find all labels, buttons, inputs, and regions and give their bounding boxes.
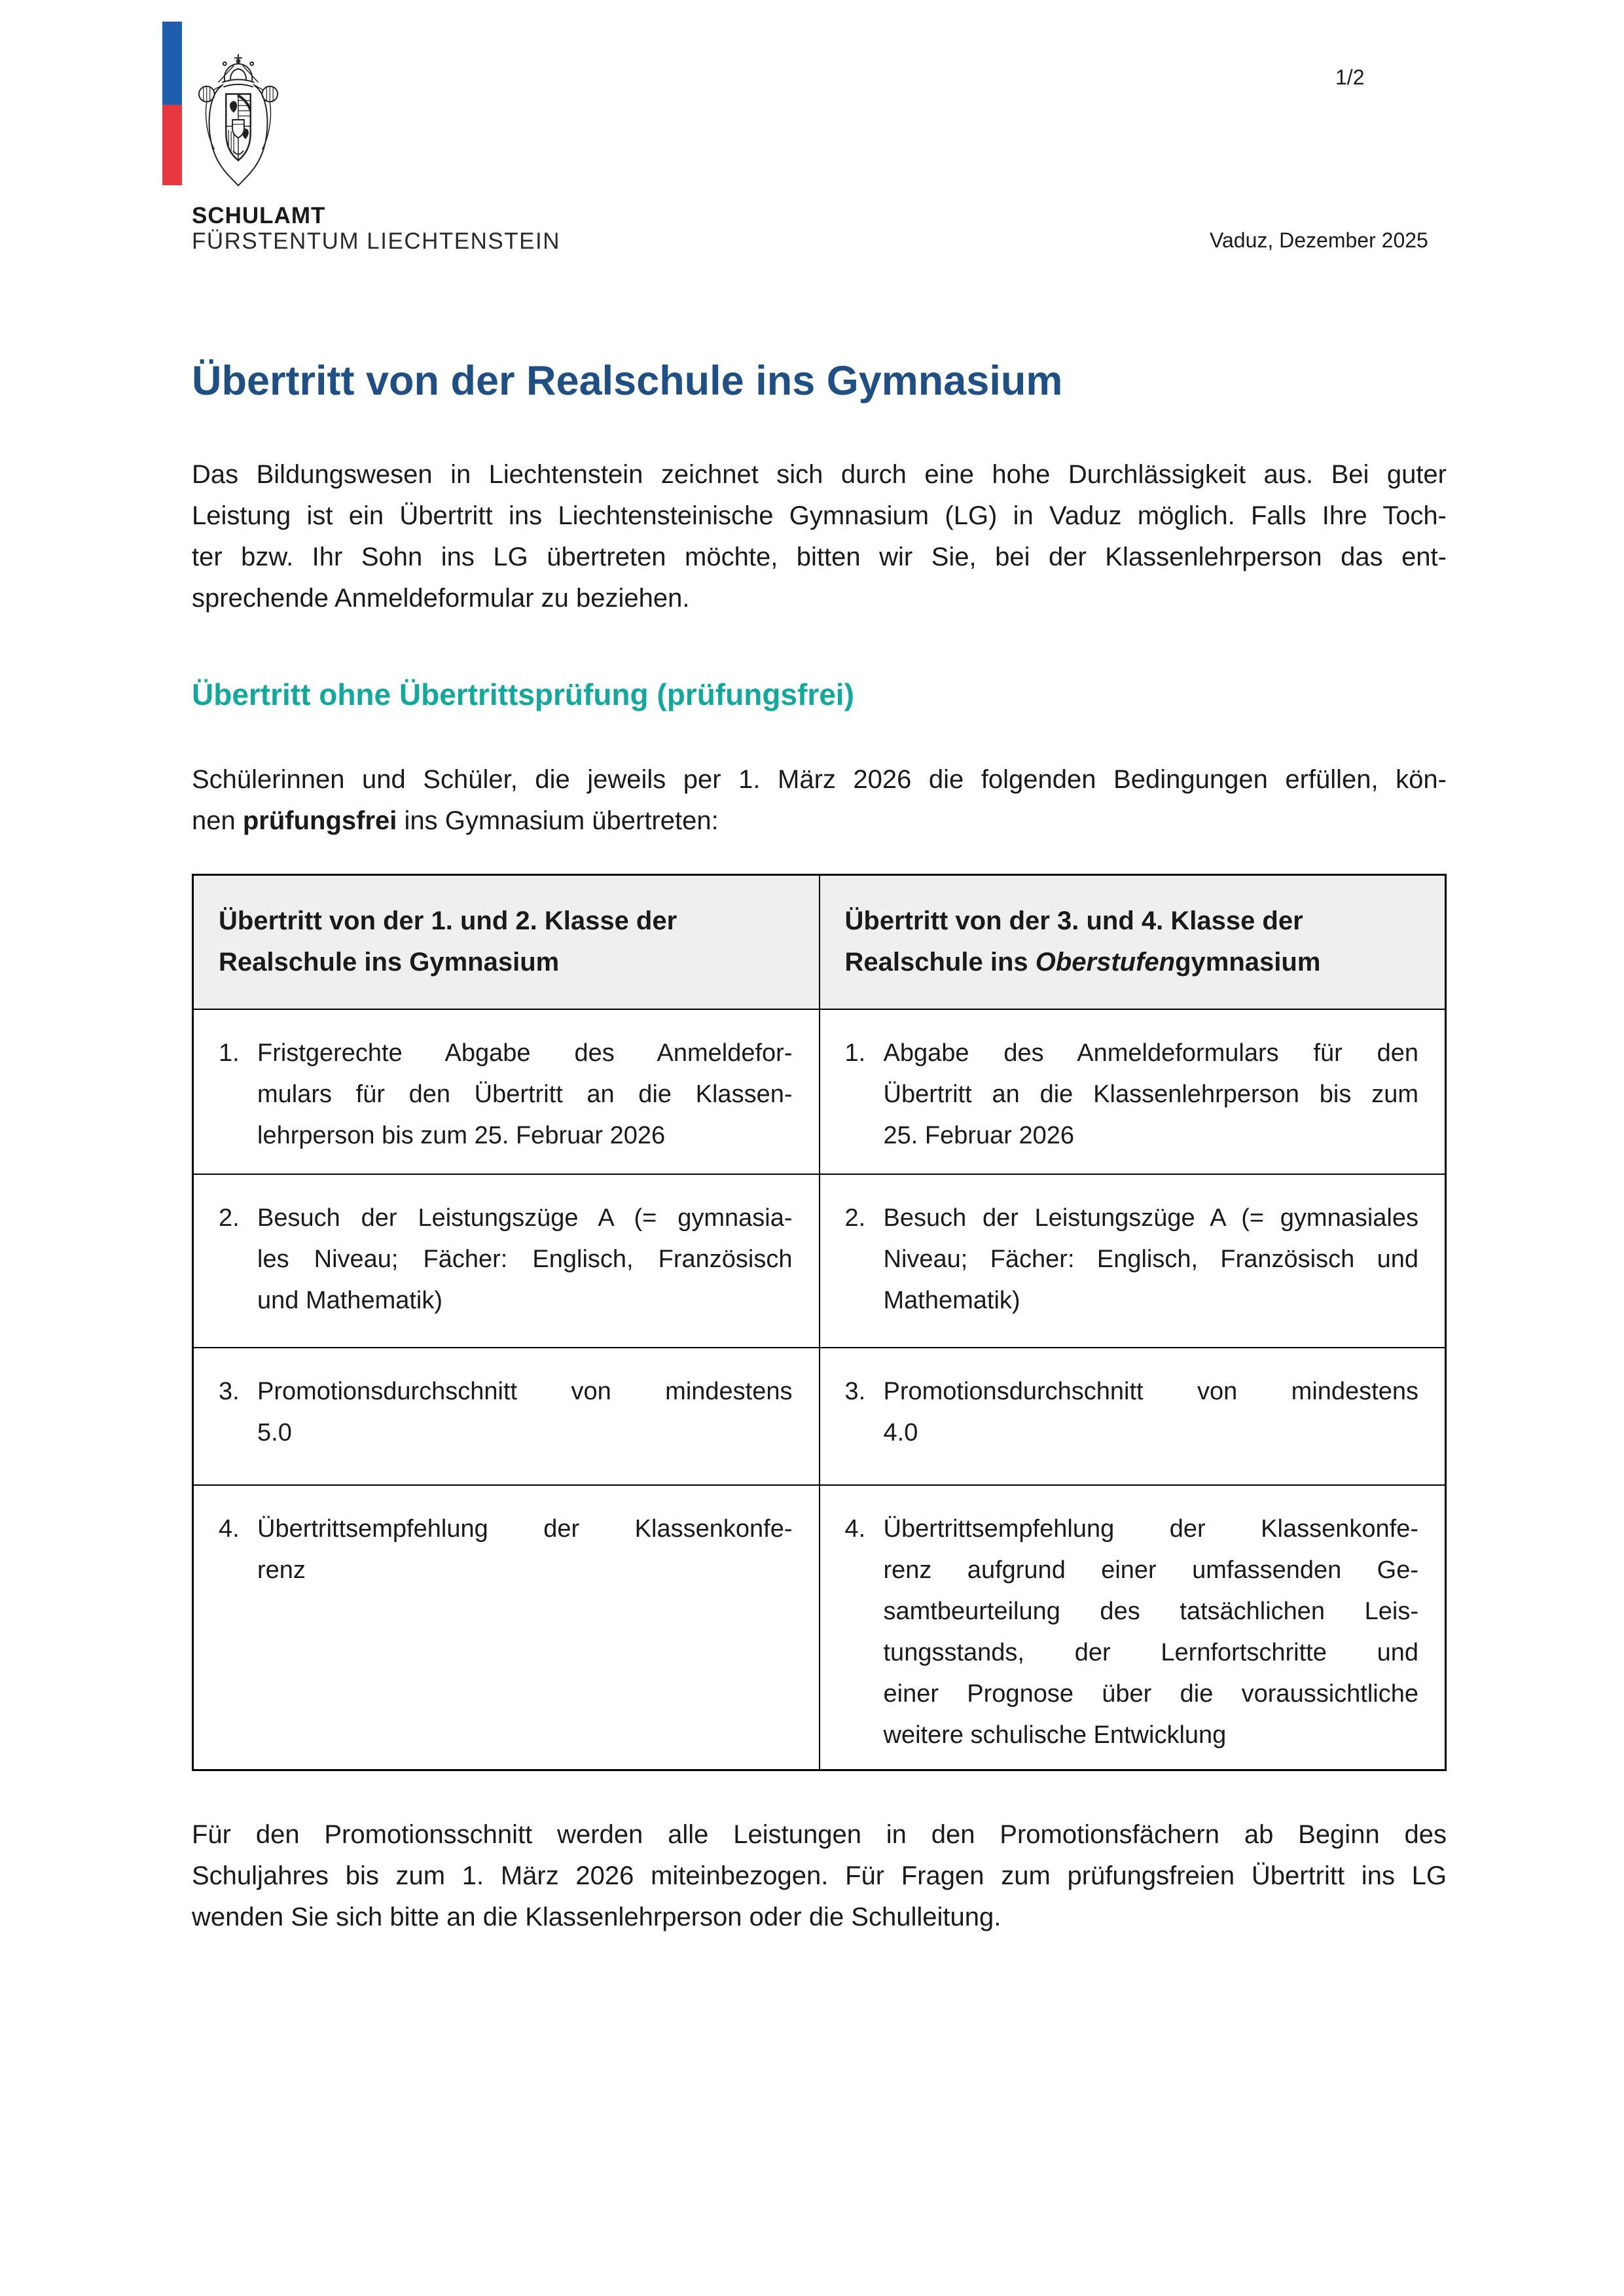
- table-row: [193, 1174, 1446, 1348]
- text-line: und Mathematik): [257, 1286, 443, 1314]
- page-number: 1/2: [1335, 65, 1365, 89]
- conditions-table: [192, 874, 1447, 1771]
- cell-row2-left: [193, 1174, 820, 1348]
- text-line: tungsstands, der Lernfortschritte und: [883, 1638, 1418, 1666]
- cell-row1-left: [193, 1009, 820, 1174]
- text-line: 25. Februar 2026: [883, 1121, 1075, 1149]
- text-line: les Niveau; Fächer: Englisch, Französisch: [257, 1245, 793, 1273]
- item-text: [257, 1509, 793, 1591]
- text-line: Besuch der Leistungszüge A (= gymnasiales: [883, 1204, 1418, 1232]
- item-number: 1.: [219, 1039, 240, 1067]
- cell-row2-right: [820, 1174, 1446, 1348]
- flag-bar: [162, 22, 182, 185]
- table-row: [193, 1485, 1446, 1770]
- text-line: samtbeurteilung des tatsächlichen Leis-: [883, 1597, 1418, 1625]
- item-number: 4.: [844, 1515, 866, 1543]
- conditions-intro-line1: Schülerinnen und Schüler, die jeweils per 1. März 2026 die folgenden Bedingungen erfüllen, kön-: [192, 765, 1447, 794]
- emphasis-oberstufen: Oberstufen: [1035, 948, 1176, 977]
- item-text: [884, 1371, 1419, 1454]
- text-line: renz aufgrund einer umfassenden Ge-: [883, 1556, 1418, 1584]
- cell-row1-right: [820, 1009, 1446, 1174]
- text-line: weitere schulische Entwicklung: [883, 1721, 1227, 1749]
- text-line: Promotionsdurchschnitt von mindestens: [883, 1377, 1418, 1405]
- text-line: Besuch der Leistungszüge A (= gymnasia-: [257, 1204, 793, 1232]
- text-line: Leistung ist ein Übertritt ins Liechtensteinische Gymnasium (LG) in Vaduz möglich. Falls Ihre Toch-: [192, 501, 1447, 530]
- text-line: einer Prognose über die voraussichtliche: [883, 1679, 1418, 1708]
- item-number: 3.: [844, 1377, 866, 1405]
- item-number: 3.: [219, 1377, 240, 1405]
- item-text: [257, 1198, 793, 1321]
- item-number: 4.: [219, 1515, 240, 1543]
- conditions-intro-line2: nen prüfungsfrei ins Gymnasium übertreten:: [192, 806, 719, 835]
- closing-paragraph: [192, 1814, 1447, 1938]
- text-line: Mathematik): [883, 1286, 1020, 1314]
- text-line: 5.0: [257, 1418, 292, 1446]
- text-line: wenden Sie sich bitte an die Klassenlehrperson oder die Schulleitung.: [192, 1903, 1001, 1931]
- table-row: [193, 1009, 1446, 1174]
- cell-row4-right: [820, 1485, 1446, 1770]
- text-line: lehrperson bis zum 25. Februar 2026: [257, 1121, 666, 1149]
- text-line: renz: [257, 1556, 306, 1584]
- text-line: Abgabe des Anmeldeformulars für den: [883, 1039, 1418, 1067]
- conditions-intro: [192, 759, 1447, 842]
- table-row: [193, 1348, 1446, 1485]
- place-date: Vaduz, Dezember 2025: [1210, 228, 1428, 252]
- org-subtitle: FÜRSTENTUM LIECHTENSTEIN: [192, 228, 560, 254]
- text-line: ter bzw. Ihr Sohn ins LG übertreten möchte, bitten wir Sie, bei der Klassenlehrperson das ent-: [192, 543, 1447, 571]
- text-line: 4.0: [883, 1418, 918, 1446]
- table-header-left: Übertritt von der 1. und 2. Klasse der Realschule ins Gymnasium: [193, 875, 820, 1009]
- text-line: Übertrittsempfehlung der Klassenkonfe-: [883, 1515, 1418, 1543]
- cell-row4-left: [193, 1485, 820, 1770]
- text-line: Übertrittsempfehlung der Klassenkonfe-: [257, 1515, 793, 1543]
- table-header-row: [193, 875, 1446, 1009]
- item-text: [257, 1371, 793, 1454]
- coat-of-arms-icon: [196, 52, 280, 190]
- text-line: mulars für den Übertritt an die Klassen-: [257, 1080, 793, 1108]
- section-heading: Übertritt ohne Übertrittsprüfung (prüfungsfrei): [192, 677, 854, 711]
- text-line: Niveau; Fächer: Englisch, Französisch und: [883, 1245, 1418, 1273]
- item-text: [884, 1509, 1419, 1756]
- text-line: Für den Promotionsschnitt werden alle Leistungen in den Promotionsfächern ab Beginn des: [192, 1820, 1447, 1849]
- text-line: Übertritt an die Klassenlehrperson bis zum: [883, 1080, 1418, 1108]
- table-header-right: Übertritt von der 3. und 4. Klasse der Realschule ins Oberstufengymnasium: [820, 875, 1446, 1009]
- emphasis-pruefungsfrei: prüfungsfrei: [242, 806, 397, 835]
- intro-paragraph: [192, 454, 1447, 619]
- org-name: SCHULAMT: [192, 203, 326, 228]
- text-line: Fristgerechte Abgabe des Anmeldefor-: [257, 1039, 793, 1067]
- conditions-table-wrap: [192, 874, 1447, 1771]
- item-number: 1.: [844, 1039, 866, 1067]
- cell-row3-right: [820, 1348, 1446, 1485]
- item-number: 2.: [844, 1204, 866, 1232]
- item-number: 2.: [219, 1204, 240, 1232]
- text-line: Schuljahres bis zum 1. März 2026 miteinbezogen. Für Fragen zum prüfungsfreien Übertritt ins LG: [192, 1861, 1447, 1890]
- document-title: Übertritt von der Realschule ins Gymnasium: [192, 358, 1063, 404]
- text-line: Das Bildungswesen in Liechtenstein zeichnet sich durch eine hohe Durchlässigkeit aus. Bei guter: [192, 460, 1447, 489]
- item-text: [257, 1033, 793, 1157]
- item-text: [884, 1198, 1419, 1321]
- text-line: Promotionsdurchschnitt von mindestens: [257, 1377, 793, 1405]
- item-text: [884, 1033, 1419, 1157]
- cell-row3-left: [193, 1348, 820, 1485]
- text-line: sprechende Anmeldeformular zu beziehen.: [192, 584, 690, 613]
